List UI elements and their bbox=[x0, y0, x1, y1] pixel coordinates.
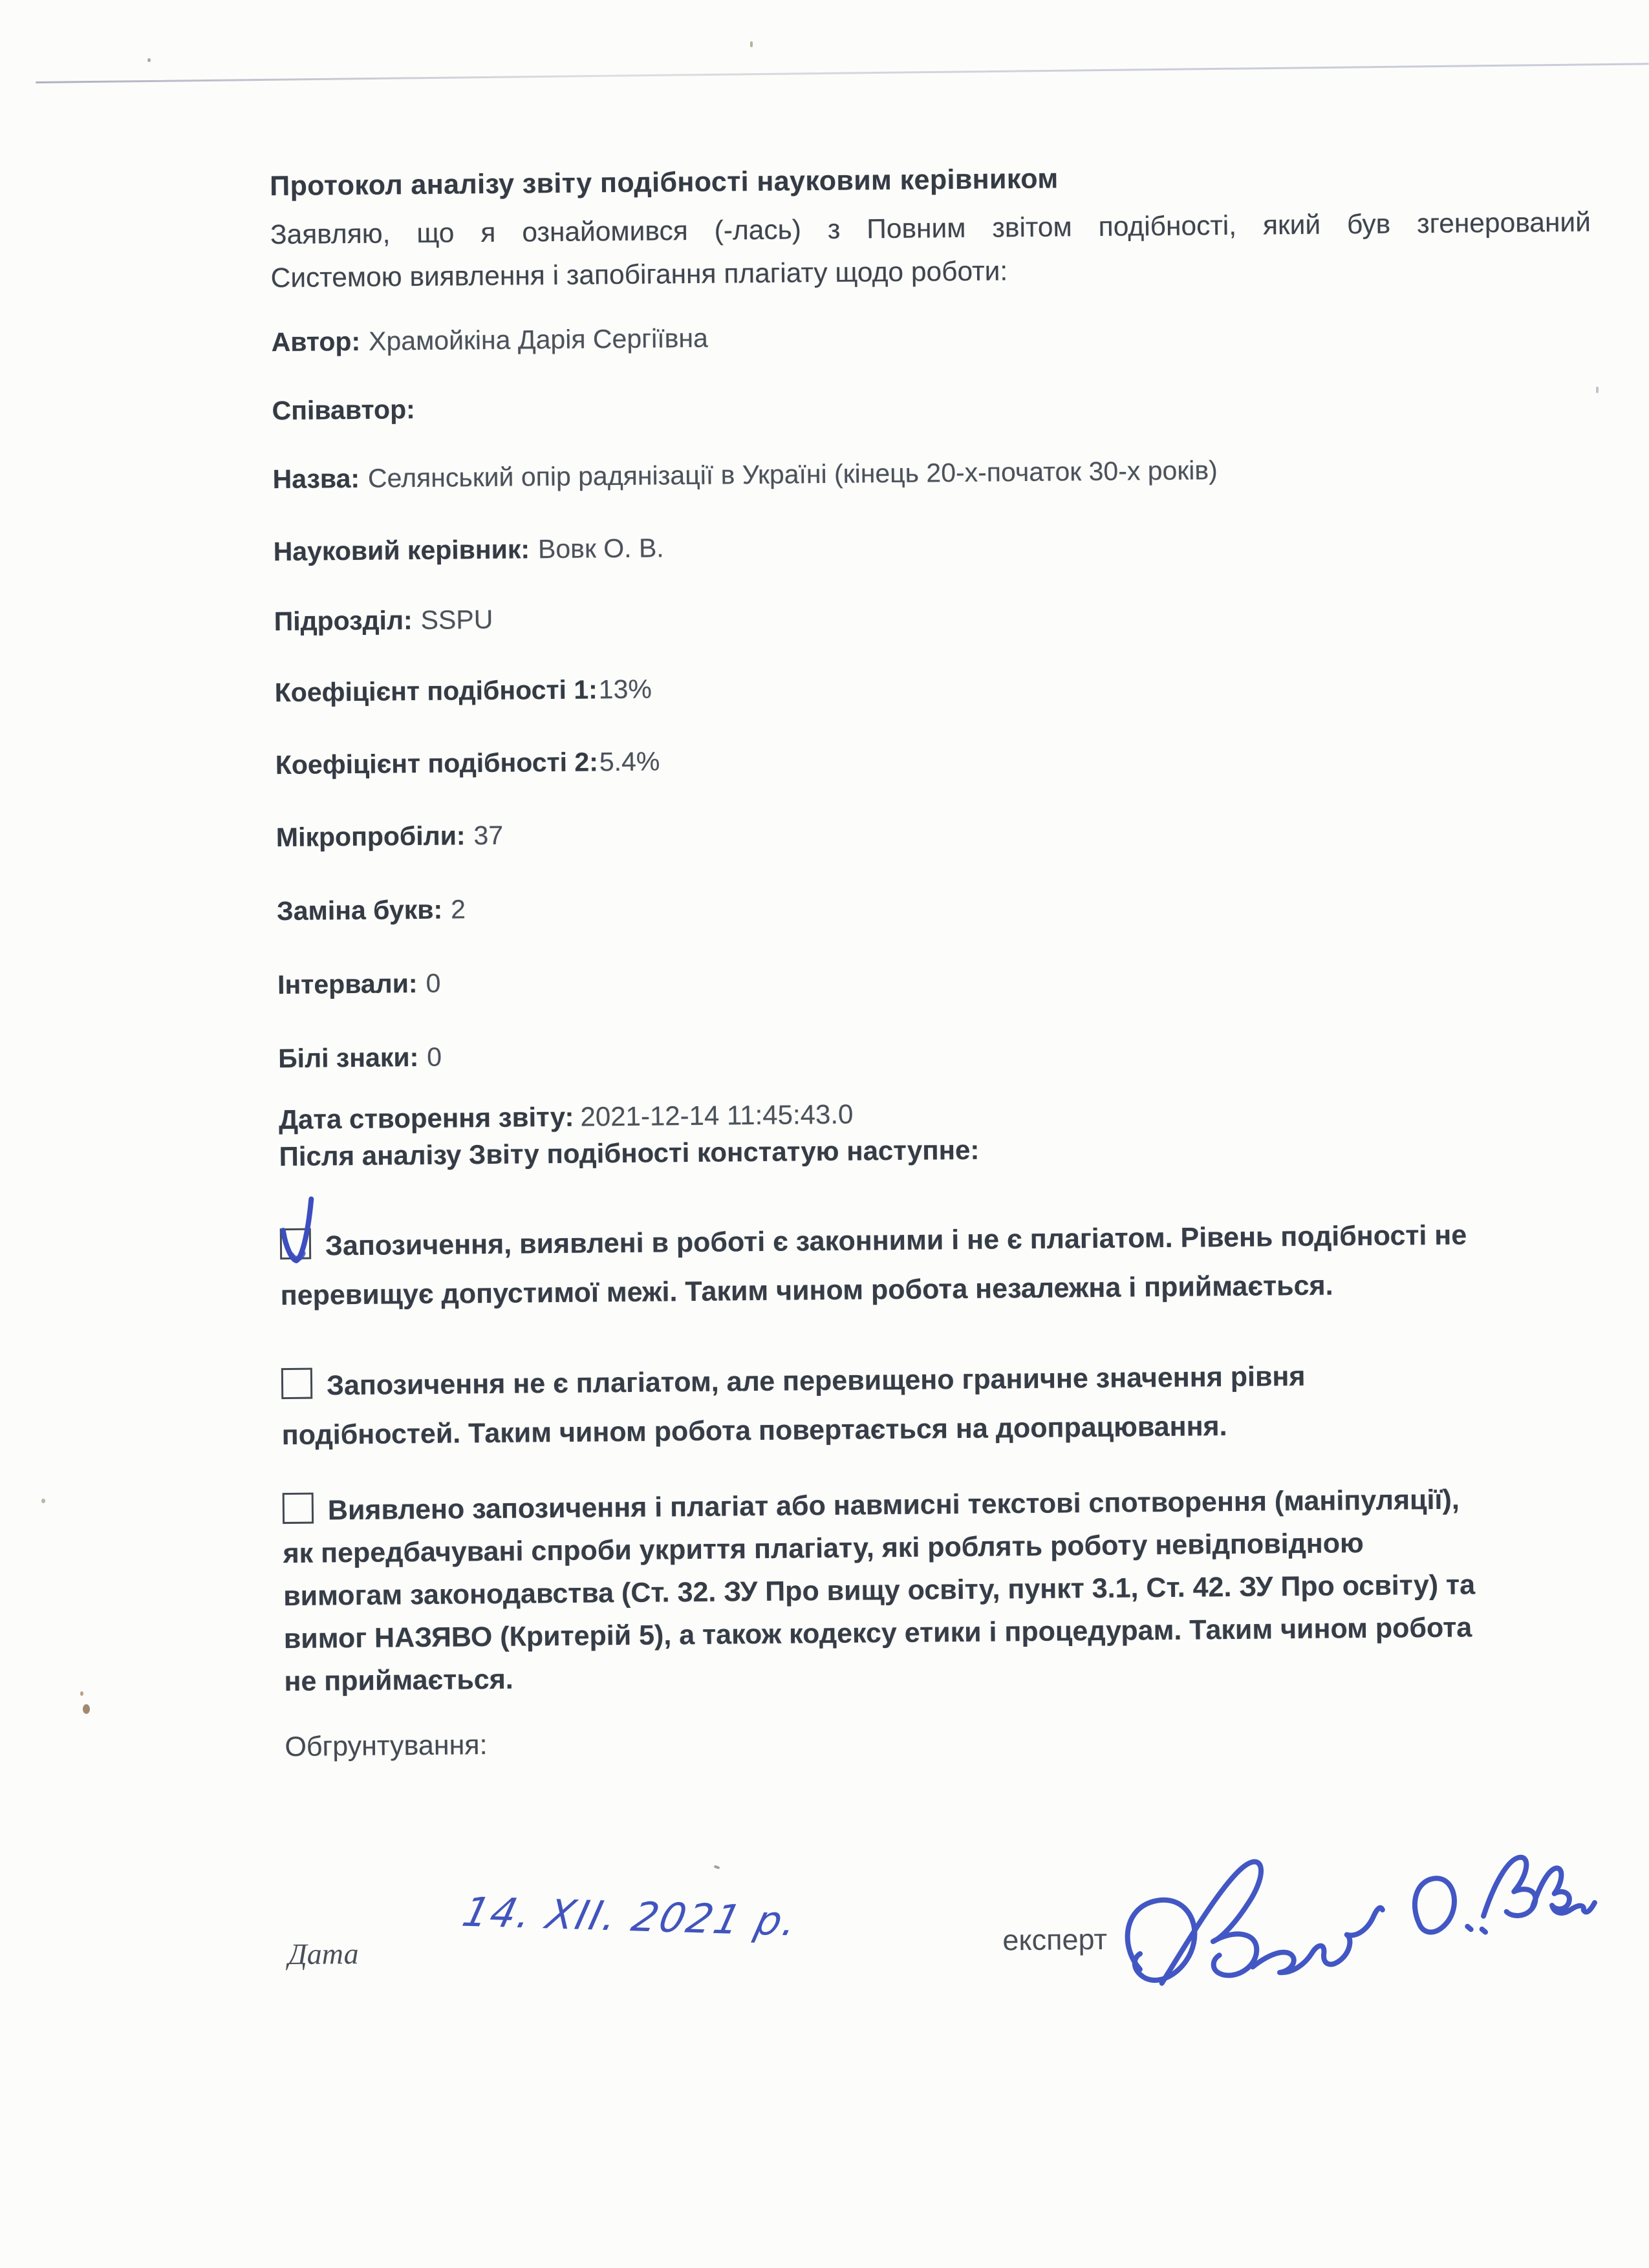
field-department-value: SSPU bbox=[420, 604, 493, 635]
statement-intro: Після аналізу Звіту подібності констатую наступне: bbox=[279, 1134, 980, 1172]
check-mark-icon bbox=[277, 1197, 318, 1270]
field-similarity-1-value: 13% bbox=[598, 674, 652, 705]
field-similarity-2-label: Коефіцієнт подібності 2: bbox=[275, 747, 599, 780]
field-title-label: Назва: bbox=[272, 463, 360, 495]
field-department-label: Підрозділ: bbox=[274, 605, 413, 637]
justification-label: Обгрунтування: bbox=[285, 1729, 488, 1763]
date-label: Дата bbox=[288, 1936, 359, 1971]
field-microspaces-value: 37 bbox=[473, 820, 504, 851]
field-letter-substitution-label: Заміна букв: bbox=[276, 894, 443, 926]
option-accepted-text: Запозичення, виявлені в роботі є законними і не є плагіатом. Рівень подібності не перевищує допустимої межі. Таким чином робота незалежна і приймається. bbox=[280, 1219, 1467, 1312]
field-title-of-work bbox=[272, 455, 1218, 495]
field-similarity-1 bbox=[275, 674, 652, 709]
field-title-value: Селянський опір радянізації в Україні (кінець 20-х-початок 30-х років) bbox=[367, 455, 1218, 493]
option-rejected bbox=[283, 1478, 1478, 1703]
field-author-label: Автор: bbox=[271, 326, 361, 358]
checkbox-unchecked bbox=[281, 1368, 312, 1399]
report-date-value: 2021-12-14 11:45:43.0 bbox=[580, 1098, 854, 1132]
report-date-label: Дата створення звіту: bbox=[278, 1101, 574, 1135]
field-intervals-value: 0 bbox=[426, 968, 441, 998]
field-coauthor bbox=[272, 394, 424, 426]
intro-line-1: Заявляю, що я ознайомився (-лась) з Повним звітом подібності, який був згенерований bbox=[270, 207, 1591, 251]
field-intervals-label: Інтервали: bbox=[277, 968, 418, 1000]
field-similarity-2 bbox=[275, 746, 660, 780]
option-rework bbox=[281, 1350, 1475, 1460]
expert-label: експерт bbox=[1002, 1922, 1108, 1957]
intro-paragraph bbox=[270, 201, 1591, 301]
field-similarity-2-value: 5.4% bbox=[599, 746, 660, 777]
expert-signature bbox=[1089, 1813, 1608, 2049]
field-microspaces bbox=[276, 820, 504, 853]
field-coauthor-label: Співавтор: bbox=[272, 394, 415, 426]
field-similarity-1-label: Коефіцієнт подібності 1: bbox=[274, 674, 598, 708]
checkbox-checked bbox=[280, 1228, 311, 1259]
field-microspaces-label: Мікропробіли: bbox=[275, 820, 466, 853]
field-white-signs-label: Білі знаки: bbox=[277, 1042, 419, 1074]
field-department bbox=[274, 604, 493, 637]
field-white-signs bbox=[278, 1042, 442, 1074]
field-supervisor bbox=[273, 533, 663, 567]
field-supervisor-value: Вовк О. В. bbox=[537, 533, 664, 564]
signature-ink-icon bbox=[1089, 1813, 1607, 2046]
field-supervisor-label: Науковий керівник: bbox=[273, 534, 530, 567]
field-intervals bbox=[277, 968, 441, 1000]
intro-line-2: Системою виявлення і запобігання плагіату щодо роботи: bbox=[270, 256, 1008, 294]
field-white-signs-value: 0 bbox=[426, 1042, 442, 1072]
option-accepted bbox=[280, 1210, 1474, 1320]
field-letter-substitution bbox=[277, 894, 466, 926]
field-author bbox=[271, 323, 708, 358]
option-rework-text: Запозичення не є плагіатом, але перевищено граничне значення рівня подібностей. Таким чином робота повертається на доопрацювання. bbox=[281, 1360, 1306, 1451]
handwritten-date: 14. XII. 2021 р. bbox=[458, 1888, 804, 1945]
report-date-line bbox=[279, 1099, 854, 1136]
checkbox-unchecked bbox=[283, 1493, 314, 1524]
page-title: Протокол аналізу звіту подібності науковим керівником bbox=[270, 163, 1059, 202]
field-author-value: Храмойкіна Дарія Сергіївна bbox=[368, 323, 709, 356]
field-letter-substitution-value: 2 bbox=[450, 894, 466, 925]
option-rejected-text: Виявлено запозичення і плагіат або навмисні текстові спотворення (маніпуляції), як передбачувані спроби укриття плагіату, які роблять роботу невідповідною вимогам законодавства (Ст. 32. ЗУ Про вищу освіту, пункт 3.1, Ст. 42. ЗУ Про освіту) та вимог НАЗЯВО (Критерій 5), а також кодексу етики і процедурам. Таким чином робота не приймається. bbox=[283, 1484, 1476, 1698]
